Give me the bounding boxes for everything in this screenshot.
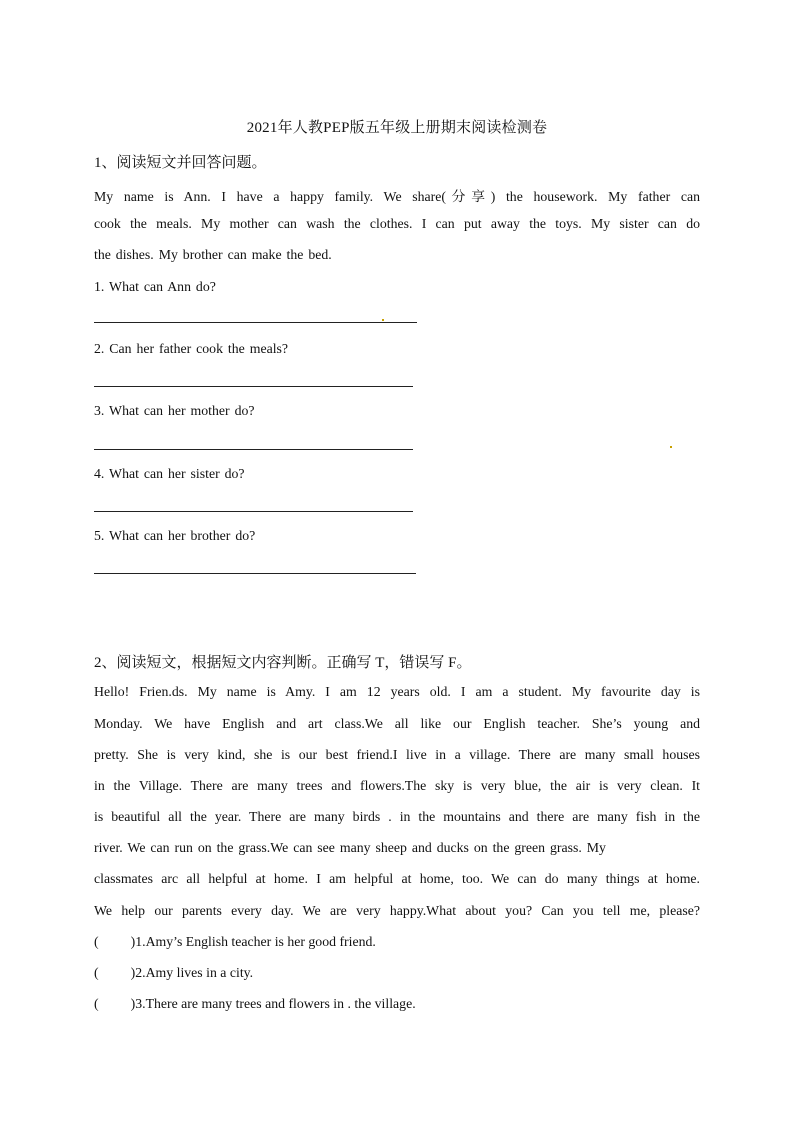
judgement-text: 1.Amy’s English teacher is her good friend. [135,934,376,949]
section-2-passage-line: We help our parents every day. We are very happy.What about you? Can you tell me, please? [94,903,700,918]
judgement-item-2 [94,965,253,981]
paren-open: ( [94,996,99,1011]
judgement-text: 3.There are many trees and flowers in . the village. [135,996,416,1011]
section-1-passage-line: cook the meals. My mother can wash the clothes. I can put away the toys. My sister can do [94,216,700,231]
question-5: 5. What can her brother do? [94,528,256,543]
page-title: 2021年人教PEP版五年级上册期末阅读检测卷 [246,120,548,136]
question-4: 4. What can her sister do? [94,466,245,481]
judgement-item-3 [94,996,416,1012]
section-2-passage-line: Hello! Frien.ds. My name is Amy. I am 12 years old. I am a student. My favourite day is [94,684,700,699]
paren-close: ) [130,965,136,980]
paren-open: ( [94,965,99,980]
judgement-item-1 [94,934,376,950]
paren-close: ) [130,934,136,949]
answer-mark-dot [382,319,384,321]
paren-close: ) [130,996,136,1011]
question-1: 1. What can Ann do? [94,279,216,294]
section-1-heading: 1、阅读短文并回答问题。 [94,155,267,171]
section-2-passage-line: is beautiful all the year. There are many birds . in the mountains and there are many fish in the [94,809,700,824]
answer-line-5[interactable] [94,573,416,574]
section-1-passage-line: My name is Ann. I have a happy family. We share(分享) the housework. My father can [94,189,700,204]
section-1-passage-line: the dishes. My brother can make the bed. [94,247,332,262]
section-2-passage-line: river. We can run on the grass.We can see many sheep and ducks on the green grass. My [94,840,606,855]
answer-line-1[interactable] [94,322,417,323]
question-3: 3. What can her mother do? [94,403,255,418]
section-2-heading: 2、阅读短文，根据短文内容判断。正确写 T，错误写 F。 [94,655,472,671]
paren-open: ( [94,934,99,949]
section-2-passage-line: pretty. She is very kind, she is our best friend.I live in a village. There are many small houses [94,747,700,762]
answer-line-2[interactable] [94,386,413,387]
section-2-passage-line: classmates arc all helpful at home. I am helpful at home, too. We can do many things at home. [94,871,700,886]
answer-line-4[interactable] [94,511,413,512]
question-2: 2. Can her father cook the meals? [94,341,289,356]
stray-dot [670,446,672,448]
section-2-passage-line: in the Village. There are many trees and flowers.The sky is very blue, the air is very clean. It [94,778,700,793]
answer-line-3[interactable] [94,449,413,450]
section-2-passage-line: Monday. We have English and art class.We all like our English teacher. She’s young and [94,716,700,731]
judgement-text: 2.Amy lives in a city. [135,965,254,980]
